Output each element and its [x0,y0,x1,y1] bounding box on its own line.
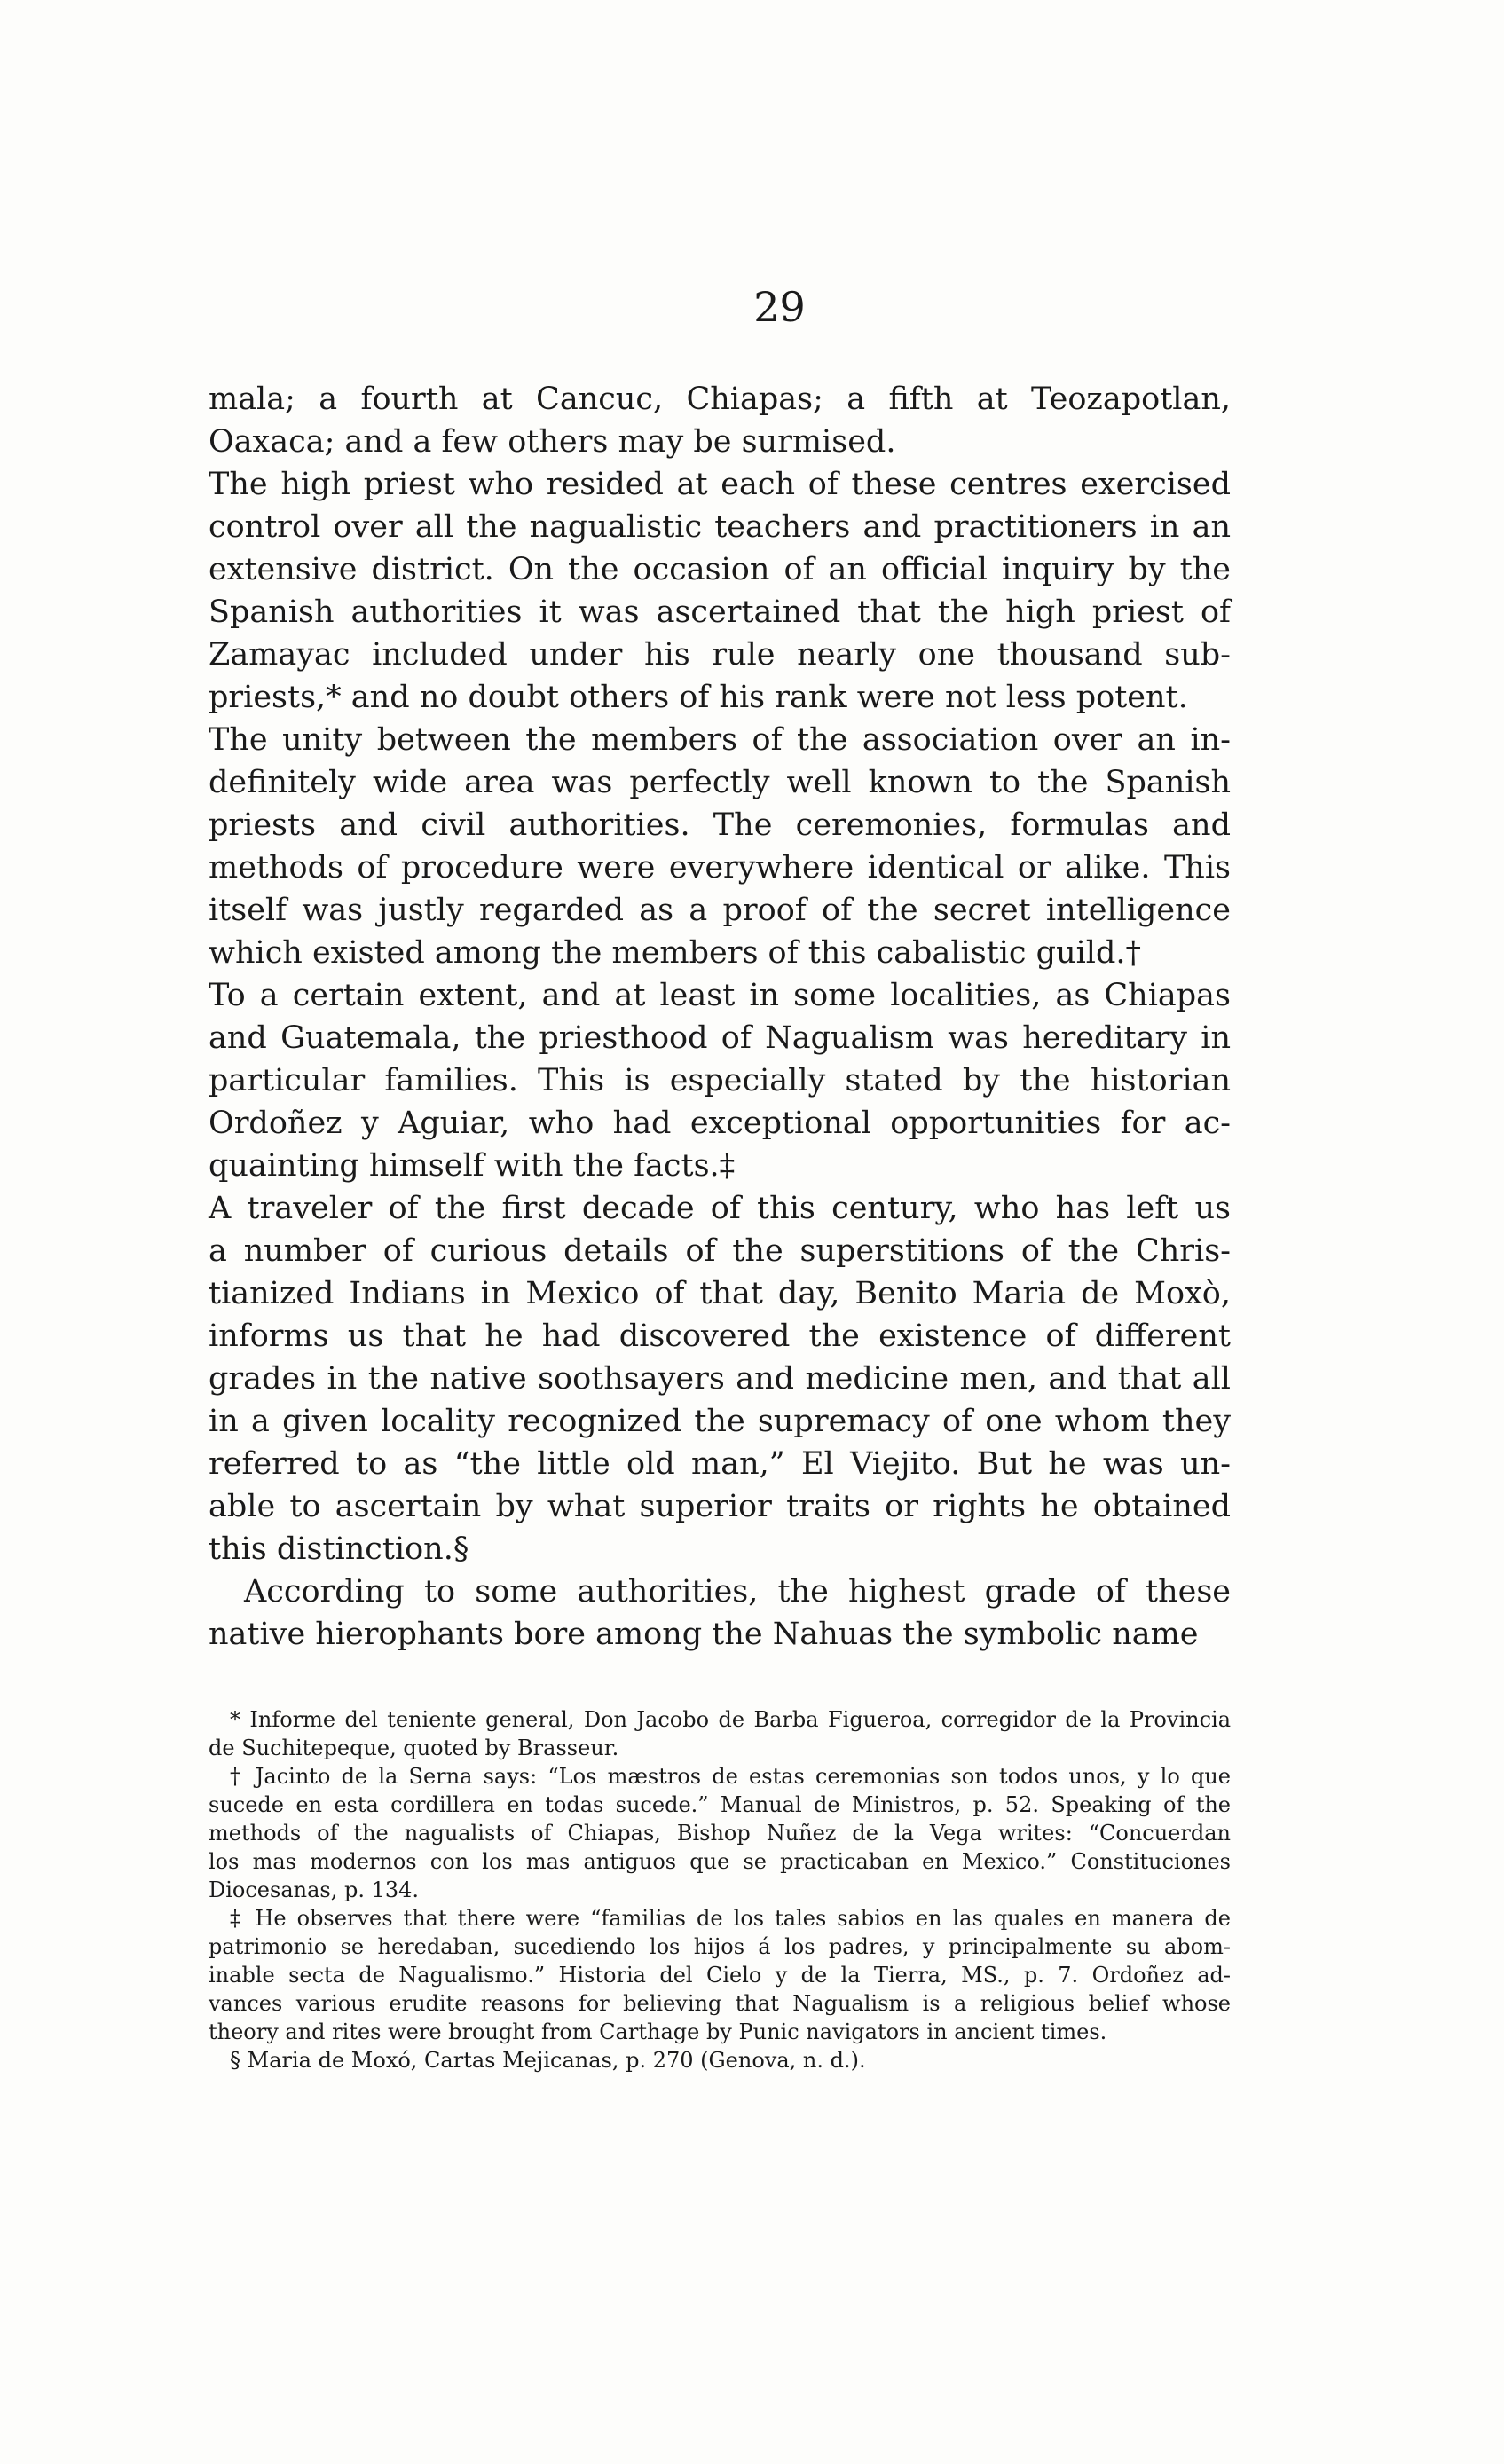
body-line: Zamayac included under his rule nearly one thousand sub- [209,637,1231,673]
body-line: which existed among the members of this cabalistic guild.† [209,935,1142,971]
body-line: referred to as “the little old man,” El Viejito. But he was un- [209,1446,1231,1482]
body-line: priests and civil authorities. The ceremonies, formulas and [209,807,1231,843]
footnote-line: patrimonio se heredaban, sucediendo los hijos á los padres, y principalmente su abom- [209,1934,1231,1959]
body-line: definitely wide area was perfectly well known to the Spanish [209,765,1231,800]
body-line: able to ascertain by what superior traits or rights he obtained [209,1489,1231,1524]
footnote-line: los mas modernos con los mas antiguos que se practicaban en Mexico.” Constituciones [209,1849,1231,1874]
footnote-line: Diocesanas, p. 134. [209,1878,420,1902]
page-number: 29 [753,283,806,331]
body-line: extensive district. On the occasion of an official inquiry by the [209,552,1231,587]
body-line: quainting himself with the facts.‡ [209,1148,736,1184]
body-text [209,378,1231,1656]
body-line: The high priest who resided at each of these centres exercised [209,467,1231,502]
body-line: A traveler of the first decade of this century, who has left us [209,1191,1231,1226]
footnote-line: sucede en esta cordillera en todas sucede.” Manual de Ministros, p. 52. Speaking of the [209,1792,1231,1817]
footnote-line: * Informe del teniente general, Don Jacobo de Barba Figueroa, corregidor de la Provincia [230,1707,1231,1732]
footnote-line: methods of the nagualists of Chiapas, Bishop Nuñez de la Vega writes: “Concuerdan [209,1821,1231,1846]
body-line: mala; a fourth at Cancuc, Chiapas; a fifth at Teozapotlan, [209,382,1231,417]
body-line: According to some authorities, the highest grade of these [244,1574,1231,1610]
body-line: methods of procedure were everywhere identical or alike. This [209,850,1231,886]
footnote-line: theory and rites were brought from Carthage by Punic navigators in ancient times. [209,2019,1107,2044]
body-line: To a certain extent, and at least in some localities, as Chiapas [209,978,1231,1013]
body-line: tianized Indians in Mexico of that day, Benito Maria de Moxò, [209,1276,1231,1311]
body-line: native hierophants bore among the Nahuas the symbolic name [209,1617,1199,1652]
body-line: Oaxaca; and a few others may be surmised. [209,424,896,460]
body-line: The unity between the members of the association over an in- [209,722,1231,758]
body-line: Ordoñez y Aguiar, who had exceptional opportunities for ac- [209,1106,1231,1141]
body-line: Spanish authorities it was ascertained that the high priest of [209,594,1231,630]
footnote-line: de Suchitepeque, quoted by Brasseur. [209,1736,619,1760]
footnote-line: vances various erudite reasons for believing that Nagualism is a religious belief whose [209,1991,1231,2016]
body-line: informs us that he had discovered the existence of different [209,1319,1231,1354]
body-line: in a given locality recognized the supremacy of one whom they [209,1404,1231,1439]
footnotes [209,1705,1231,2074]
body-line: itself was justly regarded as a proof of the secret intelligence [209,893,1231,928]
footnote-line: ‡ He observes that there were “familias de los tales sabios en las quales en manera de [230,1906,1231,1931]
body-line: a number of curious details of the superstitions of the Chris- [209,1233,1231,1269]
body-line: and Guatemala, the priesthood of Nagualism was hereditary in [209,1020,1231,1056]
footnote-line: inable secta de Nagualismo.” Historia del Cielo y de la Tierra, MS., p. 7. Ordoñez ad- [209,1963,1231,1988]
body-line: this distinction.§ [209,1531,469,1567]
body-line: priests,* and no doubt others of his rank were not less potent. [209,680,1188,715]
footnote-line: § Maria de Moxó, Cartas Mejicanas, p. 270 (Genova, n. d.). [230,2048,866,2073]
body-line: grades in the native soothsayers and medicine men, and that all [209,1361,1231,1397]
body-line: control over all the nagualistic teachers and practitioners in an [209,509,1231,545]
footnote-line: † Jacinto de la Serna says: “Los mæstros de estas ceremonias son todos unos, y lo que [230,1764,1231,1789]
body-line: particular families. This is especially stated by the historian [209,1063,1231,1098]
